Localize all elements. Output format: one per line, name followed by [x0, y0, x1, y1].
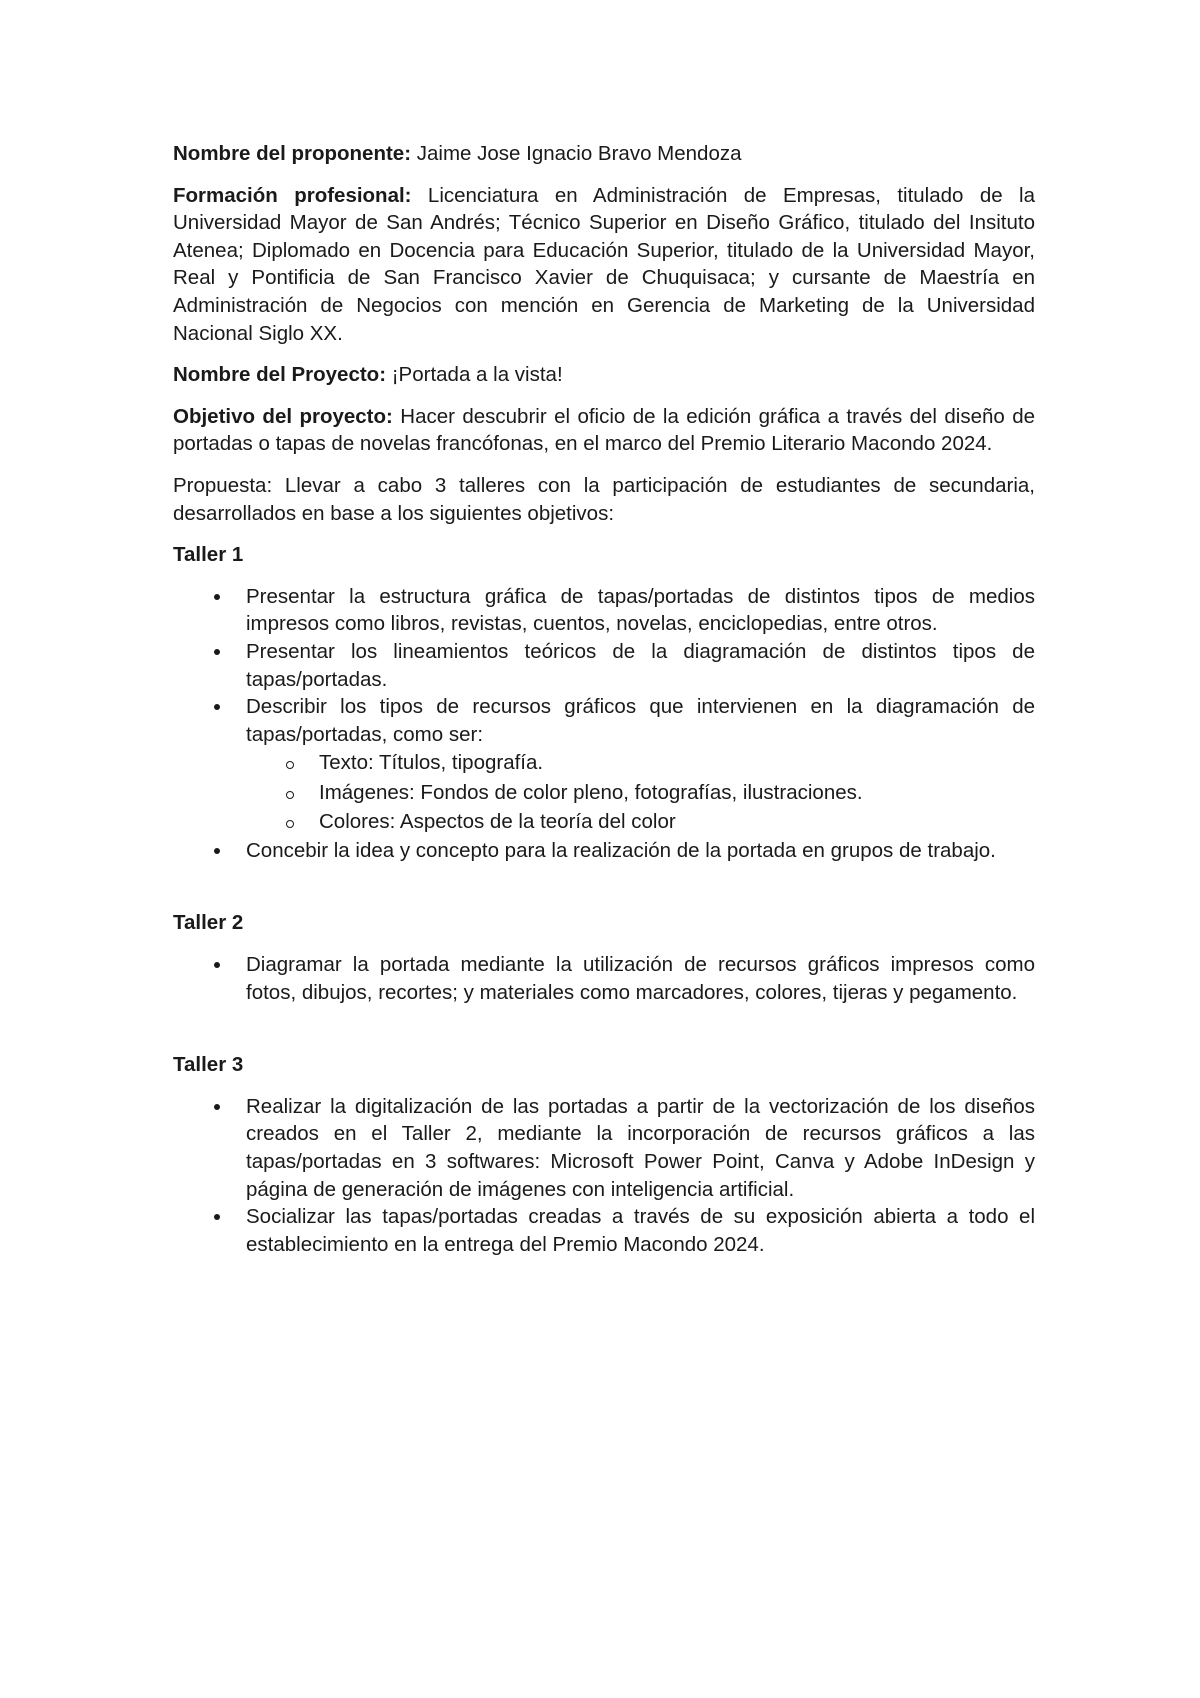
taller-1-list [173, 583, 1035, 865]
taller-3-list [173, 1093, 1035, 1259]
formacion-label: Formación profesional: [173, 183, 412, 207]
sublist-item-text: Imágenes: Fondos de color pleno, fotografías, ilustraciones. [319, 780, 863, 804]
proyecto-paragraph [173, 361, 1035, 389]
taller-2-list [173, 951, 1035, 1006]
list-item [173, 837, 1035, 865]
list-item [173, 1203, 1035, 1258]
list-item-text: Presentar los lineamientos teóricos de la diagramación de distintos tipos de tapas/portadas. [246, 639, 1035, 691]
circle-bullet-icon [286, 791, 294, 799]
proponente-value: Jaime Jose Ignacio Bravo Mendoza [411, 142, 742, 165]
propuesta-paragraph: Propuesta: Llevar a cabo 3 talleres con la participación de estudiantes de secundaria, desarrollados en base a los siguientes objetivos: [173, 473, 1035, 525]
document-body [173, 140, 1035, 1258]
circle-bullet-icon [286, 820, 294, 828]
bullet-icon [214, 962, 220, 968]
formacion-value: Licenciatura en Administración de Empresas, titulado de la Universidad Mayor de San Andrés; Técnico Superior en Diseño Gráfico, titulado del Insituto Atenea; Diplomado en Docencia para Educación Superior, titulado de la Universidad Mayor, Real y Pontificia de San Francisco Xavier de Chuquisaca; y cursante de Maestría en Administración de Negocios con mención en Gerencia de Marketing de la Universidad Nacional Siglo XX. [173, 183, 1035, 345]
list-item-text: Presentar la estructura gráfica de tapas/portadas de distintos tipos de medios impresos como libros, revistas, cuentos, novelas, enciclopedias, entre otros. [246, 584, 1035, 636]
taller-3-heading: Taller 3 [173, 1053, 244, 1077]
bullet-icon [214, 1104, 220, 1110]
objetivo-paragraph [173, 403, 1035, 458]
sublist-item [173, 807, 1035, 837]
bullet-icon [214, 649, 220, 655]
proyecto-value: ¡Portada a la vista! [386, 363, 563, 387]
formacion-paragraph [173, 182, 1035, 348]
bullet-icon [214, 704, 220, 710]
list-item-text: Realizar la digitalización de las portadas a partir de la vectorización de los diseños creados en el Taller 2, mediante la incorporación de recursos gráficos a las tapas/portadas en 3 softwares: Microsoft Power Point, Canva y Adobe InDesign y página de generación de imágenes con inteligencia artificial. [246, 1094, 1035, 1201]
objetivo-value: Hacer descubrir el oficio de la edición gráfica a través del diseño de portadas o tapas de novelas francófonas, en el marco del Premio Literario Macondo 2024. [173, 404, 1036, 456]
list-item-text: Concebir la idea y concepto para la realización de la portada en grupos de trabajo. [246, 838, 996, 862]
section-spacer [173, 864, 1035, 909]
bullet-icon [214, 1214, 220, 1220]
list-item [173, 693, 1035, 837]
objetivo-label: Objetivo del proyecto: [173, 404, 393, 428]
taller-2-heading: Taller 2 [173, 911, 244, 935]
sublist-item-text: Texto: Títulos, tipografía. [319, 751, 544, 775]
list-item [173, 951, 1035, 1006]
proponente-label: Nombre del proponente: [173, 142, 412, 165]
circle-bullet-icon [286, 761, 294, 769]
list-item [173, 638, 1035, 693]
bullet-icon [214, 848, 220, 854]
list-item-text: Describir los tipos de recursos gráficos que intervienen en la diagramación de tapas/portadas, como ser: [246, 695, 1035, 746]
proponente-paragraph [173, 140, 1035, 168]
sublist-item [173, 778, 1035, 808]
proyecto-label: Nombre del Proyecto: [173, 363, 387, 387]
sublist-item-text: Colores: Aspectos de la teoría del color [319, 810, 676, 834]
list-item-text: Diagramar la portada mediante la utilización de recursos gráficos impresos como fotos, dibujos, recortes; y materiales como marcadores, colores, tijeras y pegamento. [246, 952, 1035, 1004]
bullet-icon [214, 594, 220, 600]
list-item-text: Socializar las tapas/portadas creadas a través de su exposición abierta a todo el establecimiento en la entrega del Premio Macondo 2024. [246, 1205, 1035, 1256]
recursos-sublist [246, 748, 1035, 837]
taller-1-heading: Taller 1 [173, 543, 244, 567]
list-item [173, 583, 1035, 638]
section-spacer [173, 1006, 1035, 1051]
list-item [173, 1093, 1035, 1203]
sublist-item [173, 748, 1035, 778]
